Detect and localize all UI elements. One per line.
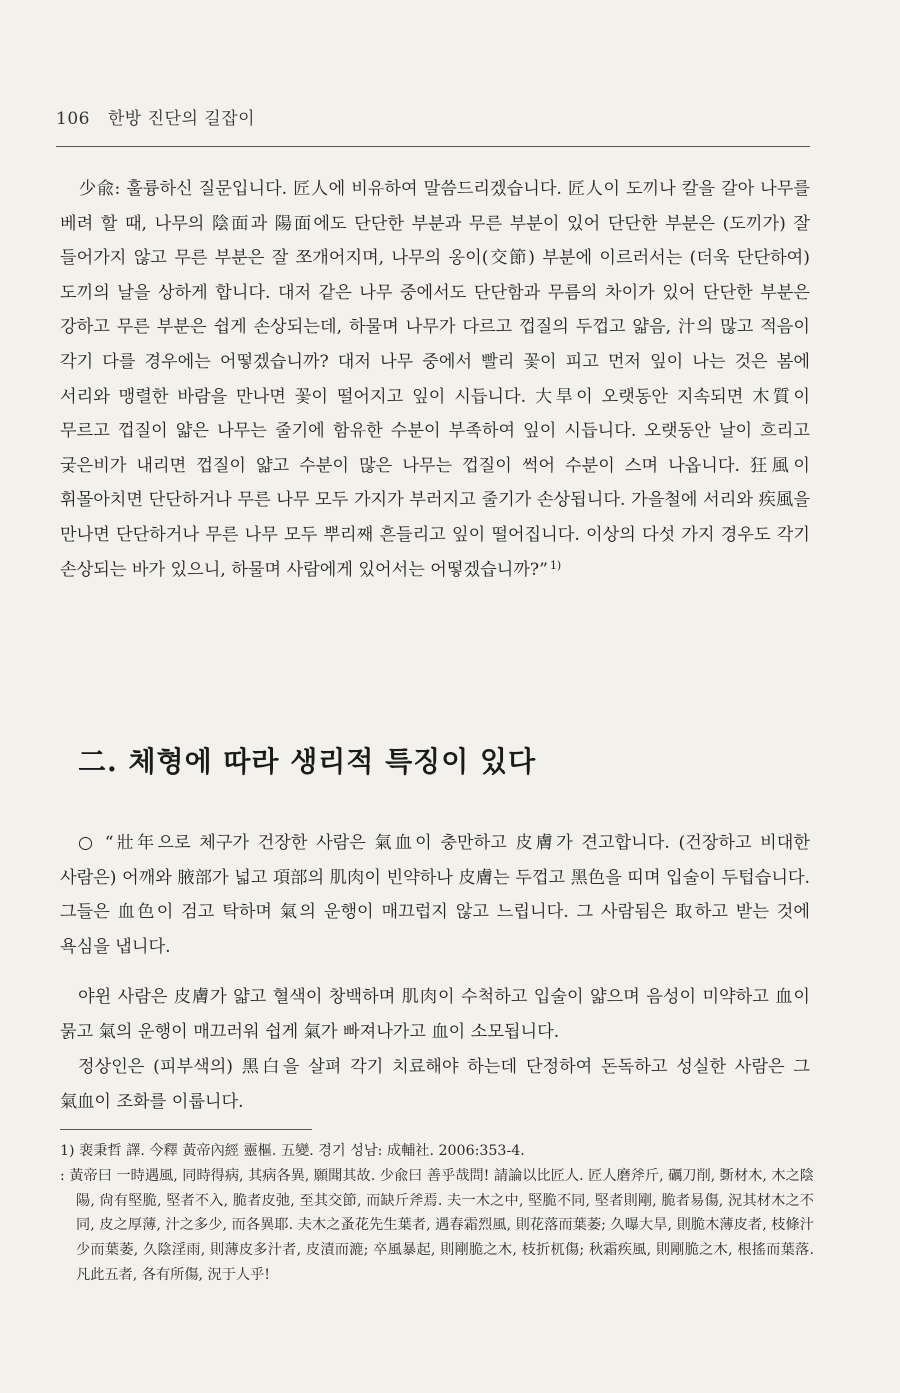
- section-heading: 二. 체형에 따라 생리적 특징이 있다: [78, 745, 537, 778]
- footnote-original-text: : 黃帝曰 一時遇風, 同時得病, 其病各異, 願聞其故. 少兪曰 善乎哉問! 請論以比匠人. 匠人磨斧斤, 礪刀削, 斲材木, 木之陰陽, 尙有堅脆, 堅者不入, 脆者皮弛, 至其交節, 而缺斤斧焉. 夫一木之中, 堅脆不同, 堅者則剛, 脆者易傷, 況其材木之不同, 皮之厚薄, 汁之多少, 而各異耶. 夫木之蚤花先生葉者, 遇春霜烈風, 則花落而葉萎; 久曝大旱, 則脆木薄皮者, 枝條汁少而葉萎, 久陰淫雨, 則薄皮多汁者, 皮漬而漉; 卒風暴起, 則剛脆之木, 枝折杌傷; 秋霜疾風, 則剛脆之木, 根搖而葉落. 凡此五者, 各有所傷, 況于人乎!: [60, 1167, 814, 1283]
- footnote-reference[interactable]: 1): [549, 558, 562, 572]
- body-paragraph-3: 야윈 사람은 皮膚가 얇고 혈색이 창백하며 肌肉이 수척하고 입술이 얇으며 음성이 미약하고 血이 묽고 氣의 운행이 매끄러워 쉽게 氣가 빠져나가고 血이 소모됩니다.: [60, 987, 810, 1042]
- running-header: [56, 104, 255, 129]
- footnote: [60, 1139, 814, 1288]
- header-divider: [56, 146, 810, 147]
- footnote-divider: [60, 1129, 312, 1130]
- body-paragraph-4: 정상인은 (피부색의) 黑白을 살펴 각기 치료해야 하는데 단정하여 돈독하고 성실한 사람은 그 氣血이 조화를 이룹니다.: [60, 1057, 810, 1112]
- paragraph-text: 少兪: 훌륭하신 질문입니다. 匠人에 비유하여 말씀드리겠습니다. 匠人이 도끼나 칼을 갈아 나무를 베려 할 때, 나무의 陰面과 陽面에도 단단한 부분과 무른 부분이 있어 단단한 부분은 (도끼가) 잘 들어가지 않고 무른 부분은 잘 쪼개어지며, 나무의 옹이(交節) 부분에 이르러서는 (더욱 단단하여) 도끼의 날을 상하게 합니다. 대저 같은 나무 중에서도 단단함과 무름의 차이가 있어 단단한 부분은 강하고 무른 부분은 쉽게 손상되는데, 하물며 나무가 다르고 껍질의 두껍고 얇음, 汁의 많고 적음이 각기 다를 경우에는 어떻겠습니까? 대저 나무 중에서 빨리 꽃이 피고 먼저 잎이 나는 것은 봄에 서리와 맹렬한 바람을 만나면 꽃이 떨어지고 잎이 시듭니다. 大旱이 오랫동안 지속되면 木質이 무르고 껍질이 얇은 나무는 줄기에 함유한 수분이 부족하여 잎이 시듭니다. 오랫동안 날이 흐리고 궂은비가 내리면 껍질이 얇고 수분이 많은 나무는 껍질이 썩어 수분이 스며 나옵니다. 狂風이 휘몰아치면 단단하거나 무른 나무 모두 가지가 부러지고 줄기가 손상됩니다. 가을철에 서리와 疾風을 만나면 단단하거나 무른 나무 모두 뿌리째 흔들리고 잎이 떨어집니다. 이상의 다섯 가지 경우도 각기 손상되는 바가 있으니, 하물며 사람에게 있어서는 어떻겠습니까?”: [60, 179, 810, 580]
- footnote-citation: 1) 裵秉哲 譯. 今釋 黃帝內經 靈樞. 五變. 경기 성남: 成輔社. 2006:353-4.: [60, 1143, 525, 1159]
- book-title: 한방 진단의 길잡이: [107, 109, 256, 129]
- body-paragraph-2: ○ “壯年으로 체구가 건장한 사람은 氣血이 충만하고 皮膚가 견고합니다. (건장하고 비대한 사람은) 어깨와 腋部가 넓고 項部의 肌肉이 빈약하나 皮膚는 두껍고 黑色을 띠며 입술이 두텁습니다. 그들은 血色이 검고 탁하며 氣의 운행이 매끄럽지 않고 느립니다. 그 사람됨은 取하고 받는 것에 욕심을 냅니다.: [60, 833, 810, 957]
- page-number: 106: [56, 109, 90, 129]
- body-paragraph-1: [60, 172, 810, 587]
